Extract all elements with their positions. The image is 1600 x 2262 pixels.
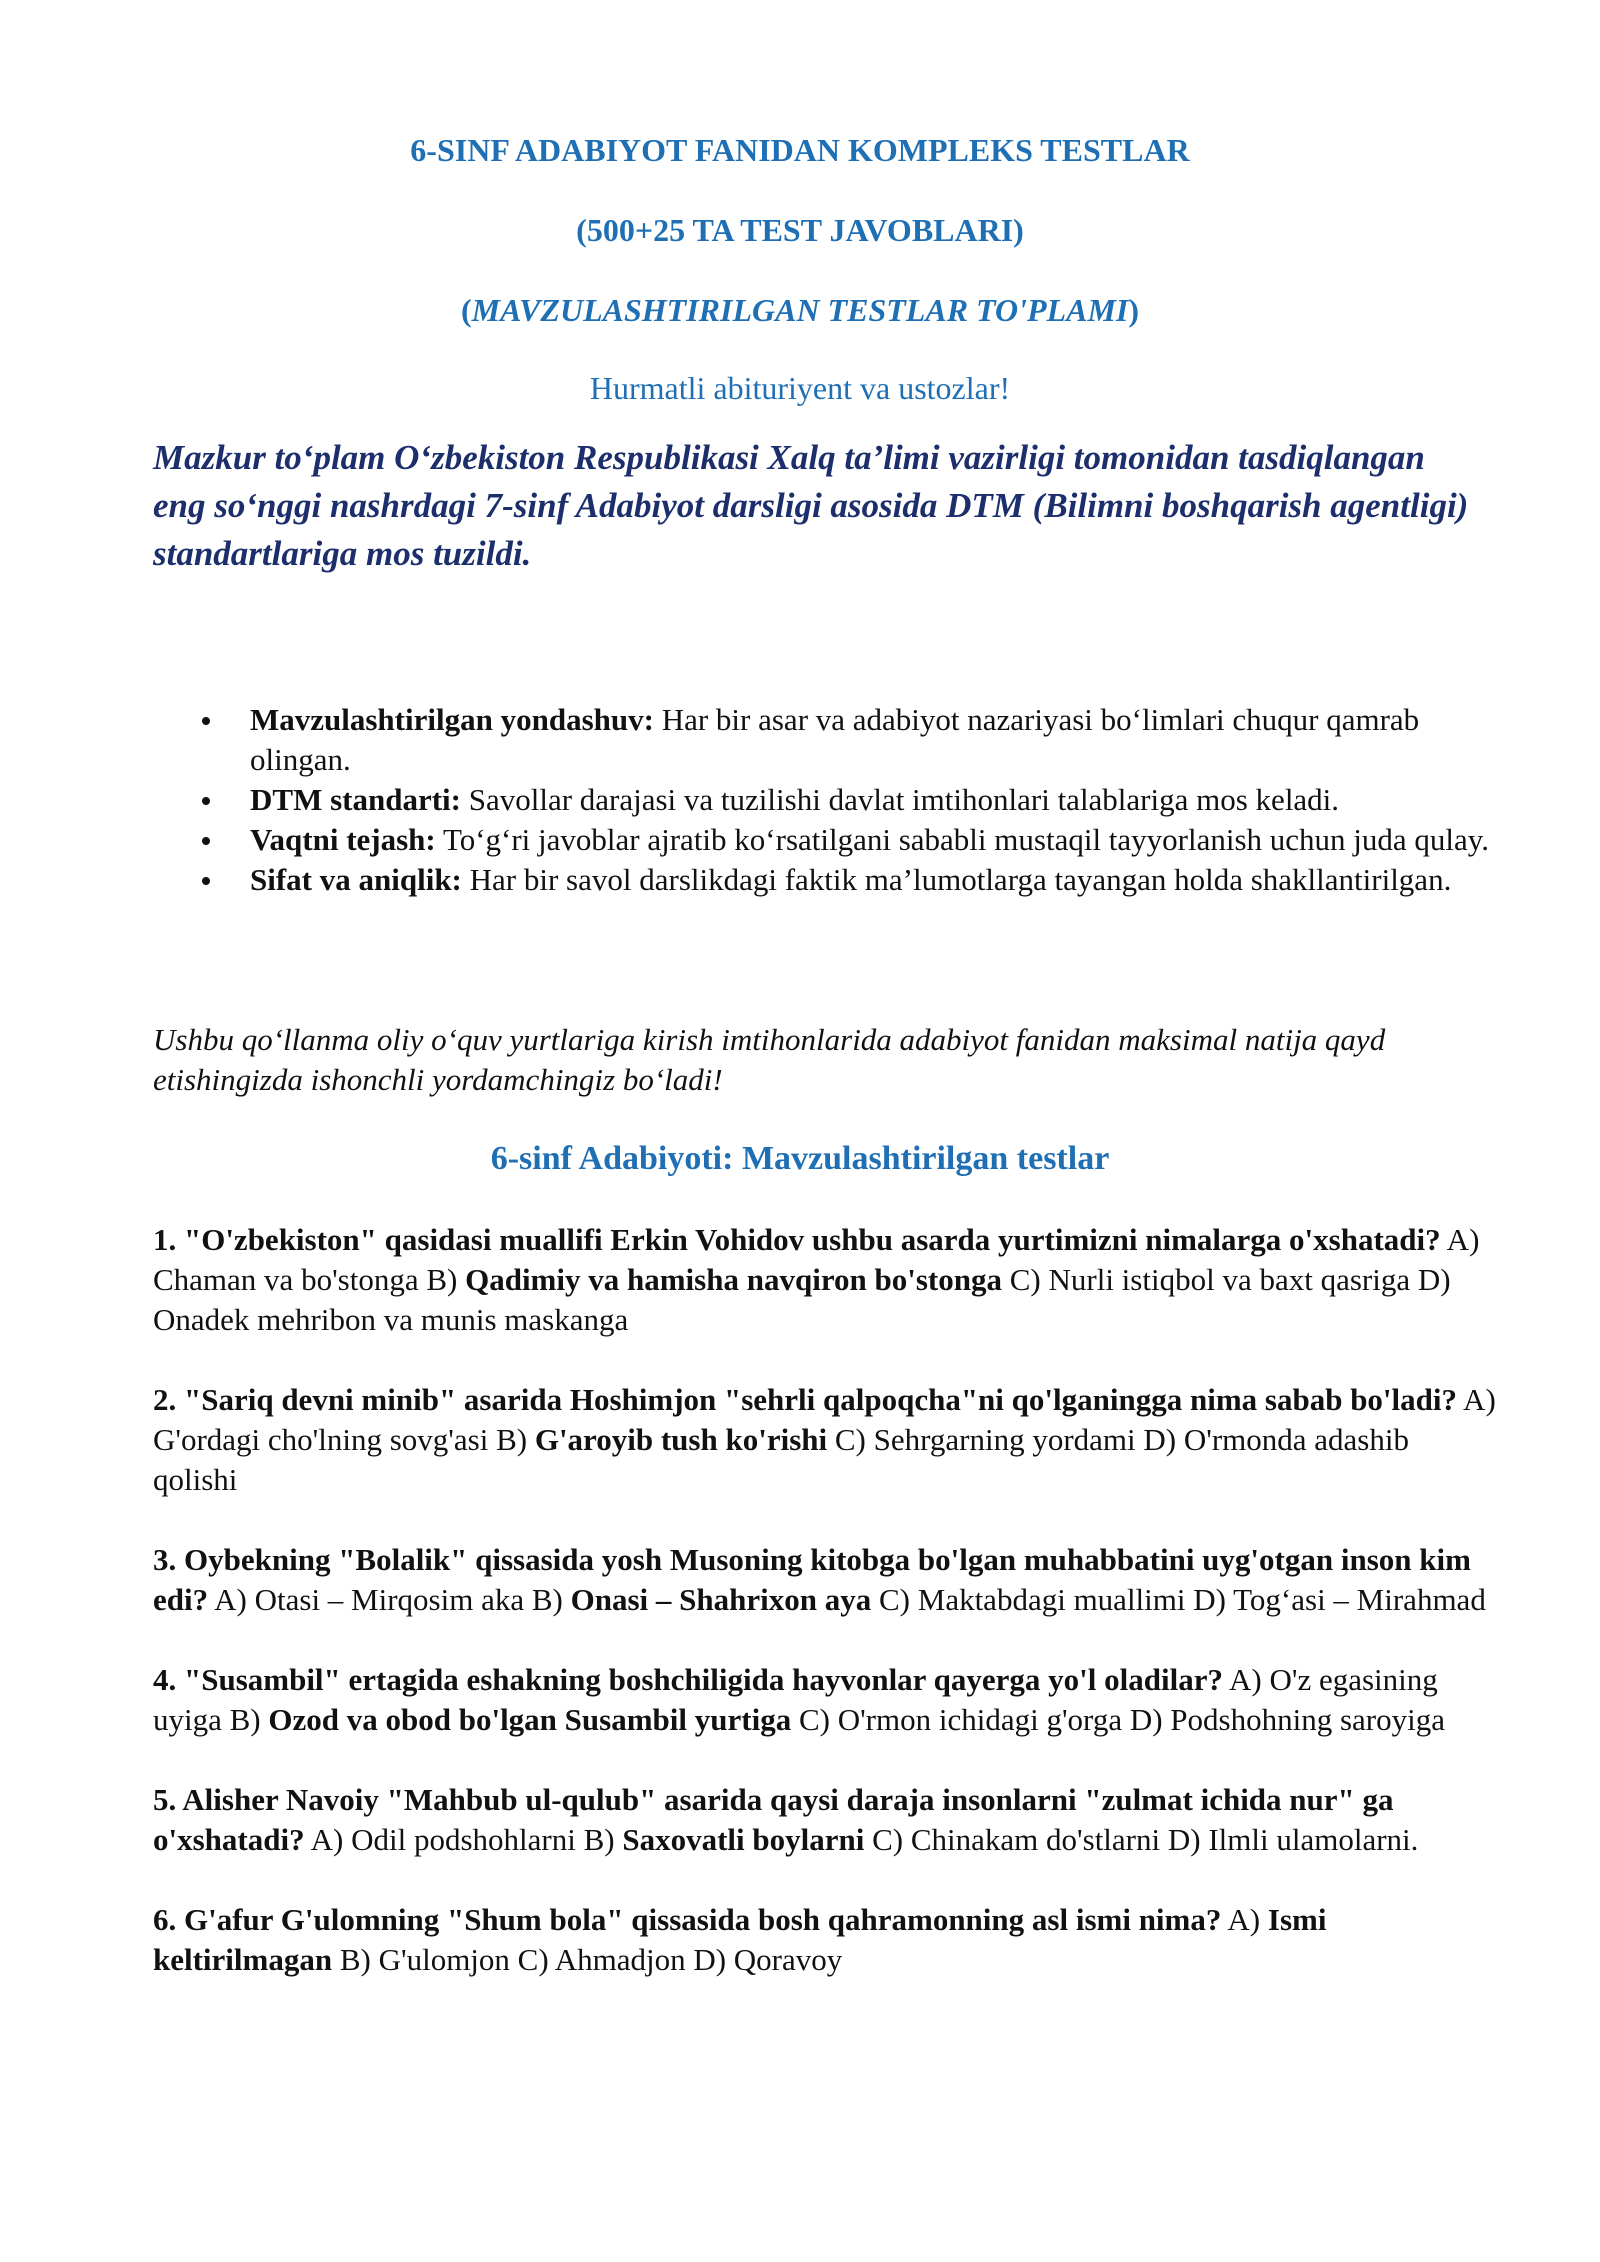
intro-paragraph: Mazkur to‘plam O‘zbekiston Respublikasi Xalq ta’limi vazirligi tomonidan tasdiqlangan eng so‘nggi nashrdagi 7-sinf Adabiyot darsligi asosida DTM (Bilimni boshqarish agentligi) standartlariga mos tuzildi. — [153, 438, 1469, 573]
question-list — [153, 1220, 1498, 2020]
document-title: 6-SINF ADABIYOT FANIDAN KOMPLEKS TESTLAR — [410, 132, 1190, 168]
question-item: 3. Oybekning "Bolalik" qissasida yosh Musoning kitobga bo'lgan muhabbatini uyg'otgan inson kim edi? A) Otasi – Mirqosim aka B) Onasi – Shahrixon aya C) Maktabdagi muallimi D) Tog‘asi – Mirahmad — [153, 1542, 1486, 1617]
question-item: 4. "Susambil" ertagida eshakning boshchiligida hayvonlar qayerga yo'l oladilar? A) O'z egasining uyiga B) Ozod va obod bo'lgan Susambil yurtiga C) O'rmon ichidagi g'orga D) Podshohning saroyiga — [153, 1662, 1445, 1737]
list-item: Mavzulashtirilgan yondashuv: Har bir asar va adabiyot nazariyasi bo‘limlari chuqur qamrab olingan. — [153, 700, 1493, 780]
document-count-line: (500+25 TA TEST JAVOBLARI) — [576, 212, 1024, 248]
section-title: 6-sinf Adabiyoti: Mavzulashtirilgan testlar — [490, 1140, 1110, 1177]
list-item: Sifat va aniqlik: Har bir savol darslikdagi faktik ma’lumotlarga tayangan holda shakllantirilgan. — [153, 860, 1493, 900]
bullet-icon — [202, 877, 210, 885]
correct-answer: Saxovatli boylarni — [622, 1822, 865, 1857]
correct-answer: Onasi – Shahrixon aya — [570, 1582, 872, 1617]
document-subtitle: (MAVZULASHTIRILGAN TESTLAR TO'PLAMI) — [461, 292, 1139, 328]
list-item: DTM standarti: Savollar darajasi va tuzilishi davlat imtihonlari talablariga mos keladi. — [153, 780, 1493, 820]
greeting: Hurmatli abituriyent va ustozlar! — [589, 370, 1011, 406]
bullet-icon — [202, 837, 210, 845]
feature-list — [153, 700, 1493, 900]
correct-answer: Ismi keltirilmagan — [153, 1902, 1327, 1977]
correct-answer: G'aroyib tush ko'rishi — [534, 1422, 828, 1457]
question-item: 6. G'afur G'ulomning "Shum bola" qissasida bosh qahramonning asl ismi nima? A) Ismi keltirilmagan B) G'ulomjon C) Ahmadjon D) Qoravoy — [153, 1902, 1327, 1977]
question-item: 1. "O'zbekiston" qasidasi muallifi Erkin Vohidov ushbu asarda yurtimizni nimalarga o'xshatadi? A) Chaman va bo'stonga B) Qadimiy va hamisha navqiron bo'stonga C) Nurli istiqbol va baxt qasriga D) Onadek mehribon va munis maskanga — [153, 1222, 1480, 1337]
list-item: Vaqtni tejash: To‘g‘ri javoblar ajratib ko‘rsatilgani sababli mustaqil tayyorlanish uchun juda qulay. — [153, 820, 1493, 860]
correct-answer: Ozod va obod bo'lgan Susambil yurtiga — [268, 1702, 792, 1737]
bullet-icon — [202, 797, 210, 805]
question-item: 2. "Sariq devni minib" asarida Hoshimjon "sehrli qalpoqcha"ni qo'lganingga nima sabab bo'ladi? A) G'ordagi cho'lning sovg'asi B) G'aroyib tush ko'rishi C) Sehrgarning yordami D) O'rmonda adashib qolishi — [153, 1382, 1496, 1497]
bullet-icon — [202, 717, 210, 725]
subtitle-italic: MAVZULASHTIRILGAN TESTLAR TO'PLAMI — [471, 292, 1129, 328]
closing-paragraph: Ushbu qo‘llanma oliy o‘quv yurtlariga kirish imtihonlarida adabiyot fanidan maksimal natija qayd etishingizda ishonchli yordamchingiz bo‘ladi! — [153, 1022, 1386, 1097]
correct-answer: Qadimiy va hamisha navqiron bo'stonga — [465, 1262, 1002, 1297]
question-item: 5. Alisher Navoiy "Mahbub ul-qulub" asarida qaysi daraja insonlarni "zulmat ichida nur" ga o'xshatadi? A) Odil podshohlarni B) Saxovatli boylarni C) Chinakam do'stlarni D) Ilmli ulamolarni. — [153, 1782, 1419, 1857]
